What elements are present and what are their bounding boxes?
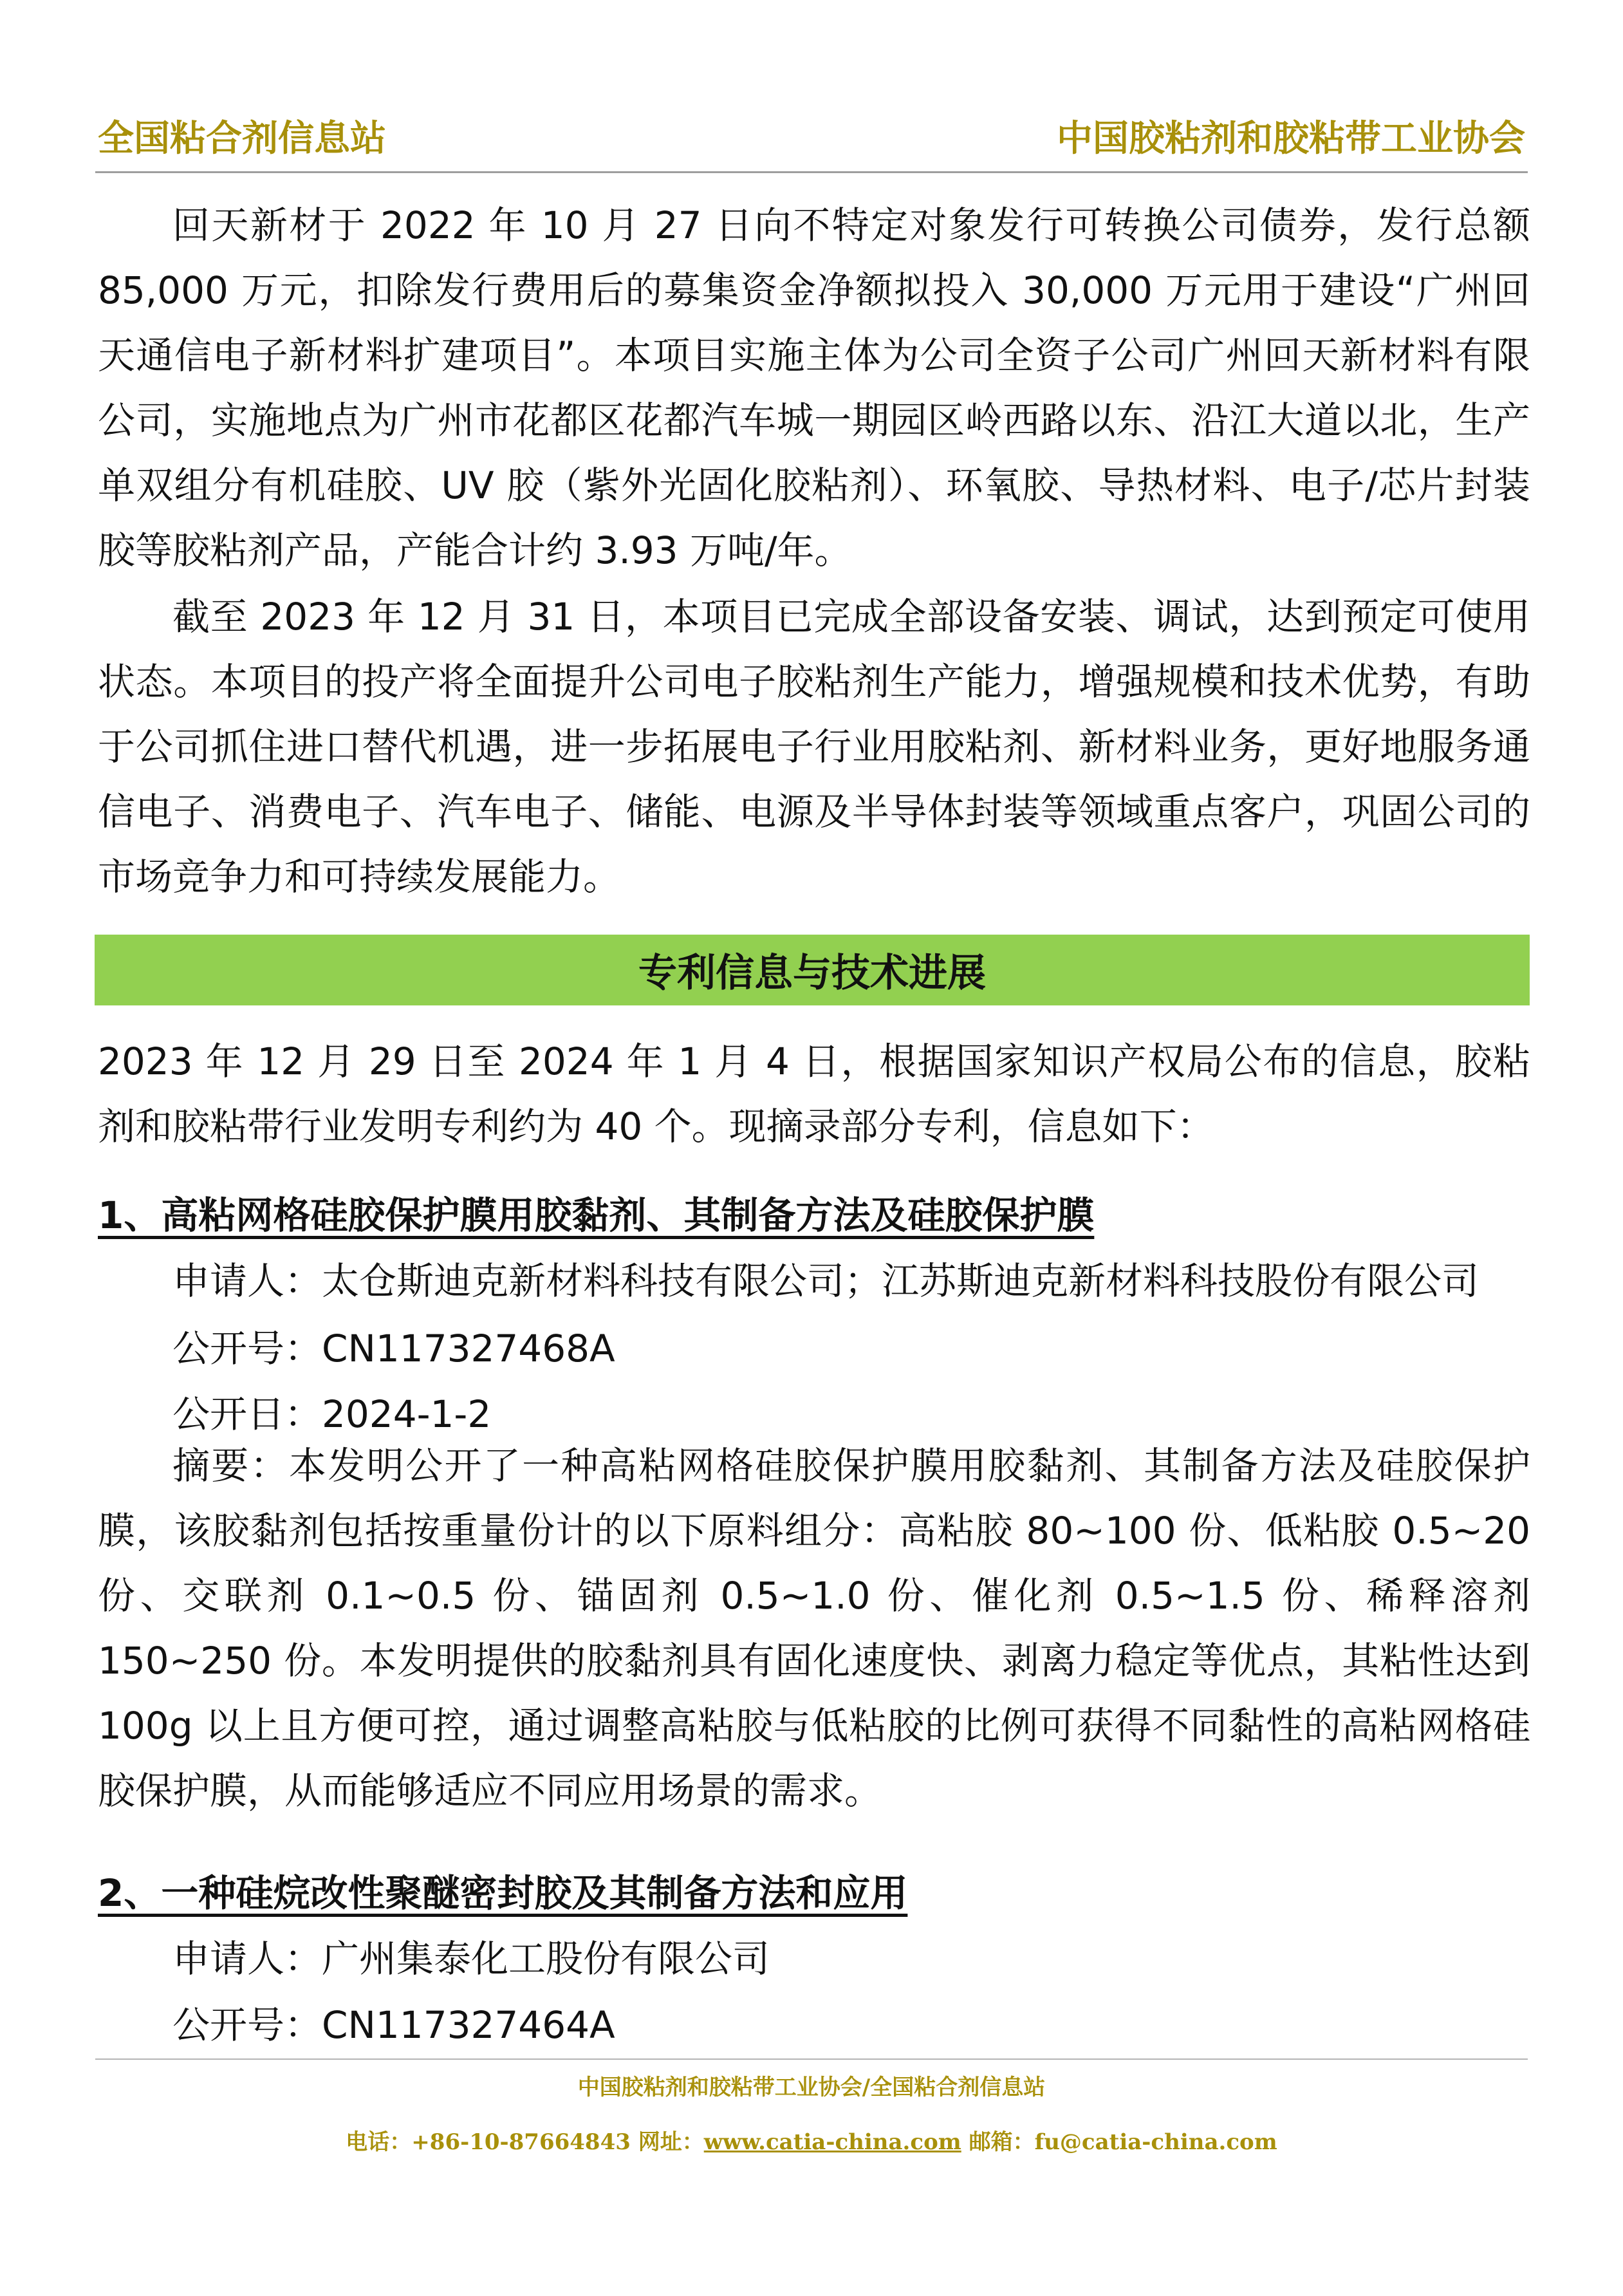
footer-contact (0, 2124, 1623, 2156)
patent-heading: 1、高粘网格硅胶保护膜用胶黏剂、其制备方法及硅胶保护膜 (98, 1193, 1095, 1237)
patent-applicant: 申请人：广州集泰化工股份有限公司 (172, 1937, 770, 1981)
footer-organization: 中国胶粘剂和胶粘带工业协会/全国粘合剂信息站 (577, 2075, 1046, 2100)
section-intro: 2023 年 12 月 29 日至 2024 年 1 月 4 日，根据国家知识产权局公布的信息，胶粘剂和胶粘带行业发明专利约为 40 个。现摘录部分专利，信息如下： (98, 1040, 1530, 1148)
header-association-name: 中国胶粘剂和胶粘带工业协会 (1057, 117, 1525, 160)
footer-website-link[interactable]: www.catia-china.com (703, 2129, 961, 2155)
patent-publication-date: 公开日：2024-1-2 (172, 1392, 492, 1436)
body-paragraph-project: 回天新材于 2022 年 10 月 27 日向不特定对象发行可转换公司债券，发行总额 85,000 万元，扣除发行费用后的募集资金净额拟投入 30,000 万元用于建设“广州回天通信电子新材料扩建项目”。本项目实施主体为公司全资子公司广州回天新材料有限公司，实施地点为广州市花都区花都汽车城一期园区岭西路以东、沿江大道以北，生产单双组分有机硅胶、UV 胶（紫外光固化胶粘剂）、环氧胶、导热材料、电子/芯片封装胶等胶粘剂产品，产能合计约 3.93 万吨/年。 (98, 203, 1530, 572)
patent-heading: 2、一种硅烷改性聚醚密封胶及其制备方法和应用 (98, 1871, 908, 1915)
header-site-name: 全国粘合剂信息站 (98, 117, 386, 160)
patent-publication-number: 公开号：CN117327468A (172, 1327, 615, 1370)
patent-abstract: 摘要：本发明公开了一种高粘网格硅胶保护膜用胶黏剂、其制备方法及硅胶保护膜，该胶黏剂包括按重量份计的以下原料组分：高粘胶 80~100 份、低粘胶 0.5~20 份、交联剂 0.1~0.5 份、锚固剂 0.5~1.0 份、催化剂 0.5~1.5 份、稀释溶剂 150~250 份。本发明提供的胶黏剂具有固化速度快、剥离力稳定等优点，其粘性达到 100g 以上且方便可控，通过调整高粘胶与低粘胶的比例可获得不同黏性的高粘网格硅胶保护膜，从而能够适应不同应用场景的需求。 (98, 1444, 1530, 1813)
footer-phone: 电话：+86-10-87664843 网址： (346, 2129, 704, 2155)
footer-email: 邮箱：fu@catia-china.com (961, 2129, 1277, 2155)
header-divider (95, 171, 1528, 173)
section-banner (95, 935, 1530, 1005)
body-paragraph-status: 截至 2023 年 12 月 31 日，本项目已完成全部设备安装、调试，达到预定可使用状态。本项目的投产将全面提升公司电子胶粘剂生产能力，增强规模和技术优势，有助于公司抓住进口替代机遇，进一步拓展电子行业用胶粘剂、新材料业务，更好地服务通信电子、消费电子、汽车电子、储能、电源及半导体封装等领域重点客户，巩固公司的市场竞争力和可持续发展能力。 (98, 595, 1530, 899)
patent-applicant: 申请人：太仓斯迪克新材料科技有限公司；江苏斯迪克新材料科技股份有限公司 (172, 1259, 1479, 1303)
patent-publication-number: 公开号：CN117327464A (172, 2003, 615, 2047)
footer-divider (95, 2058, 1528, 2060)
section-title: 专利信息与技术进展 (638, 951, 986, 996)
